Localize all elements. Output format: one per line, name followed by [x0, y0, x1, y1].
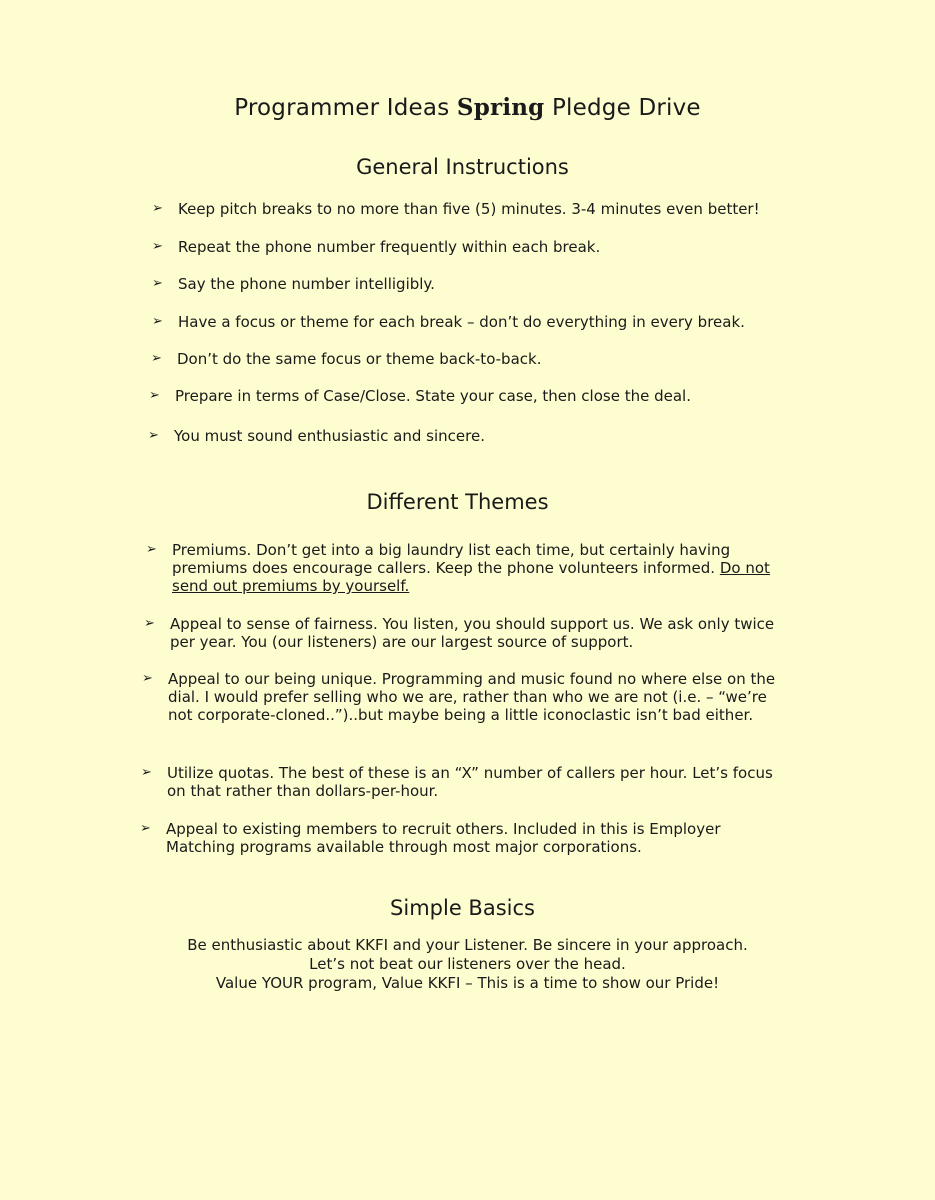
list-item: ➢ Have a focus or theme for each break – don’t do everything in every break.: [152, 313, 745, 331]
list-item: ➢ Keep pitch breaks to no more than five (5) minutes. 3-4 minutes even better!: [152, 200, 760, 218]
list-item: ➢ Appeal to sense of fairness. You listen, you should support us. We ask only twice per year. You (our listeners) are our largest source of support.: [144, 615, 775, 651]
basics-line: Let’s not beat our listeners over the head.: [309, 955, 626, 973]
simple-basics-text: [0, 936, 935, 993]
arrow-bullet-icon: ➢: [146, 542, 157, 557]
list-item: ➢ Appeal to existing members to recruit others. Included in this is Employer Matching programs available through most major corporations.: [140, 820, 721, 856]
arrow-bullet-icon: ➢: [141, 765, 152, 780]
simple-basics-heading: Simple Basics: [390, 896, 535, 920]
arrow-bullet-icon: ➢: [140, 821, 151, 836]
general-instructions-heading: General Instructions: [356, 155, 569, 179]
arrow-bullet-icon: ➢: [148, 428, 159, 443]
arrow-bullet-icon: ➢: [152, 276, 163, 291]
arrow-bullet-icon: ➢: [149, 388, 160, 403]
arrow-bullet-icon: ➢: [152, 314, 163, 329]
arrow-bullet-icon: ➢: [151, 351, 162, 366]
list-item: ➢ Repeat the phone number frequently within each break.: [152, 238, 601, 256]
basics-line: Be enthusiastic about KKFI and your Listener. Be sincere in your approach.: [187, 936, 748, 954]
title-part-1: Programmer Ideas: [234, 95, 450, 121]
arrow-bullet-icon: ➢: [144, 616, 155, 631]
list-item: ➢ Premiums. Don’t get into a big laundry list each time, but certainly having premiums does encourage callers. Keep the phone volunteers informed. Do not send out premiums by yourself.: [146, 541, 770, 595]
list-item: ➢ Utilize quotas. The best of these is an “X” number of callers per hour. Let’s focus on that rather than dollars-per-hour.: [141, 764, 773, 800]
list-item: ➢ Prepare in terms of Case/Close. State your case, then close the deal.: [149, 387, 691, 405]
arrow-bullet-icon: ➢: [142, 671, 153, 686]
basics-line: Value YOUR program, Value KKFI – This is a time to show our Pride!: [215, 974, 720, 992]
list-item: ➢ Say the phone number intelligibly.: [152, 275, 435, 293]
underlined-note: Do not send out premiums by yourself.: [172, 559, 770, 595]
different-themes-heading: Different Themes: [366, 490, 549, 514]
arrow-bullet-icon: ➢: [152, 201, 163, 216]
list-item: ➢ You must sound enthusiastic and sincere.: [148, 427, 485, 445]
arrow-bullet-icon: ➢: [152, 239, 163, 254]
list-item: ➢ Appeal to our being unique. Programming and music found no where else on the dial. I would prefer selling who we are, rather than who we are not (i.e. – “we’re not corporate-cloned..”)..but maybe being a little iconoclastic isn’t bad either.: [142, 670, 776, 724]
title-part-3: Pledge Drive: [551, 95, 701, 121]
list-item: ➢ Don’t do the same focus or theme back-to-back.: [151, 350, 542, 368]
page-title: [0, 94, 935, 121]
title-part-2: Spring: [456, 94, 545, 121]
